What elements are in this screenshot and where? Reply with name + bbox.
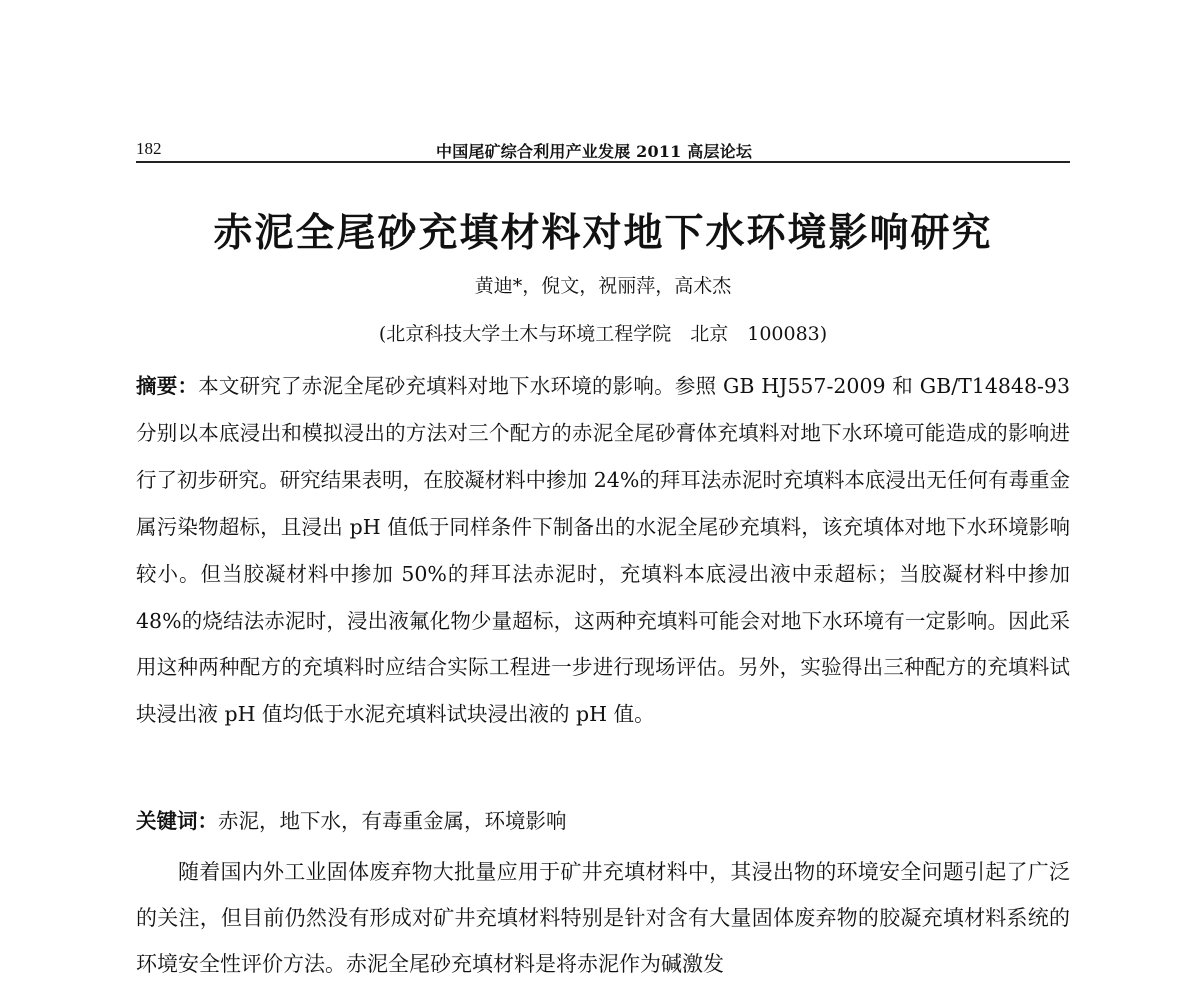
body-paragraph: 随着国内外工业固体废弃物大批量应用于矿井充填材料中，其浸出物的环境安全问题引起了广泛的关注，但目前仍然没有形成对矿井充填材料特别是针对含有大量固体废弃物的胶凝充填材料系统的环境安全性评价方法。赤泥全尾砂充填材料是将赤泥作为碱激发: [136, 860, 1070, 976]
page-number: 182: [136, 139, 162, 158]
abstract-label: 摘要：: [136, 374, 199, 398]
keywords: [136, 801, 1070, 841]
running-header: [136, 137, 1070, 161]
abstract-text: 本文研究了赤泥全尾砂充填料对地下水环境的影响。参照 GB HJ557-2009 和 GB/T14848-93 分别以本底浸出和模拟浸出的方法对三个配方的赤泥全尾砂膏体充填料对地下水环境可能造成的影响进行了初步研究。研究结果表明，在胶凝材料中掺加 24%的拜耳法赤泥时充填料本底浸出无任何有毒重金属污染物超标，且浸出 pH 值低于同样条件下制备出的水泥全尾砂充填料，该充填体对地下水环境影响较小。但当胶凝材料中掺加 50%的拜耳法赤泥时，充填料本底浸出液中汞超标；当胶凝材料中掺加 48%的烧结法赤泥时，浸出液氟化物少量超标，这两种充填料可能会对地下水环境有一定影响。因此采用这种两种配方的充填料时应结合实际工程进一步进行现场评估。另外，实验得出三种配方的充填料试块浸出液 pH 值均低于水泥充填料试块浸出液的 pH 值。: [136, 374, 1071, 727]
running-title: 中国尾矿综合利用产业发展 2011 高层论坛: [436, 142, 753, 161]
author-list: 黄迪*，倪文，祝丽萍，高术杰: [474, 275, 732, 297]
author-affiliation: (北京科技大学土木与环境工程学院 北京 100083): [378, 323, 828, 345]
keywords-label: 关键词：: [136, 809, 218, 833]
keywords-text: 赤泥，地下水，有毒重金属，环境影响: [218, 809, 567, 833]
article-title: 赤泥全尾砂充填材料对地下水环境影响研究: [213, 211, 993, 256]
header-divider: [136, 161, 1070, 163]
abstract: [136, 363, 1070, 738]
